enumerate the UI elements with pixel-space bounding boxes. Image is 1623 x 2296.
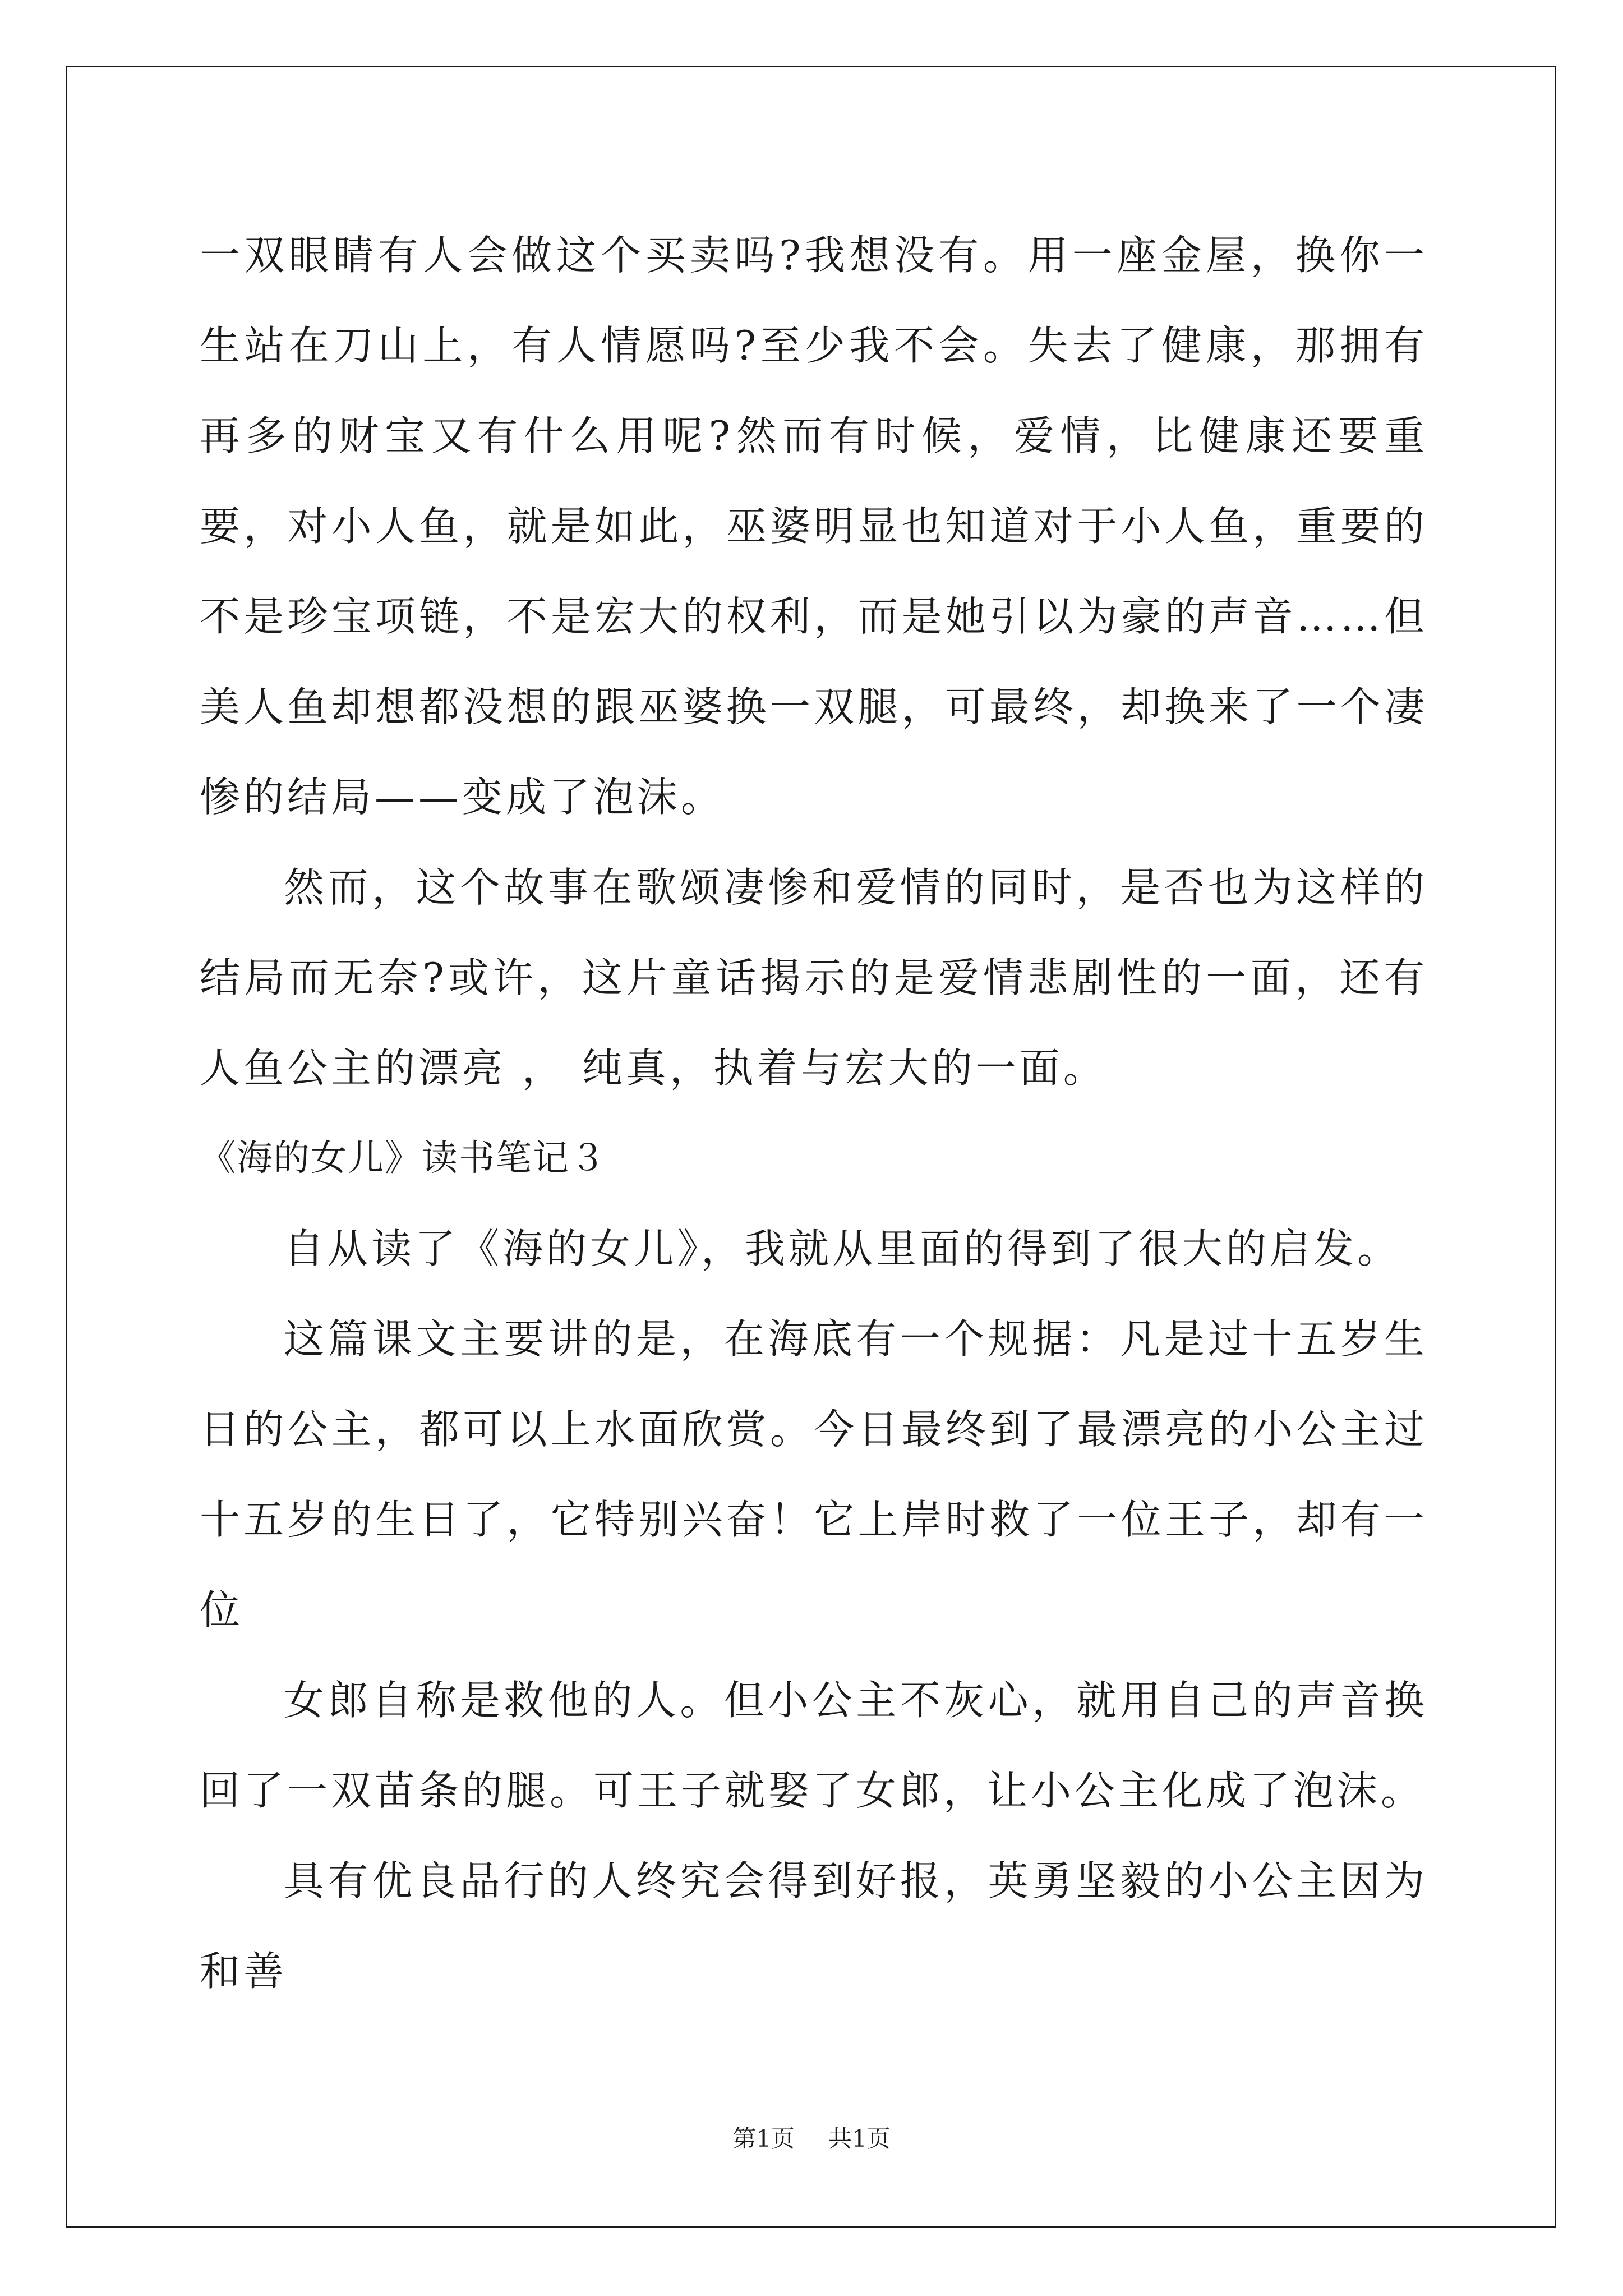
- paragraph: 这篇课文主要讲的是，在海底有一个规据：凡是过十五岁生日的公主，都可以上水面欣赏。今日最终到了最漂亮的小公主过十五岁的生日了，它特别兴奋！它上岸时救了一位王子，却有一位: [200, 1315, 1428, 1634]
- paragraph: 然而，这个故事在歌颂凄惨和爱情的同时，是否也为这样的结局而无奈?或许，这片童话揭示的是爱情悲剧性的一面，还有人鱼公主的漂亮 ， 纯真，执着与宏大的一面。: [200, 864, 1428, 1092]
- section-heading: 《海的女儿》读书笔记３: [200, 1138, 607, 1179]
- paragraph: 自从读了《海的女儿》，我就从里面的得到了很大的启发。: [284, 1225, 1401, 1272]
- page-number: 第1页: [732, 2125, 795, 2152]
- paragraph: 具有优良品行的人终究会得到好报，英勇坚毅的小公主因为和善: [200, 1857, 1428, 1995]
- document-body: [200, 210, 1428, 2017]
- page-total: 共1页: [828, 2125, 891, 2152]
- page-footer: [0, 2120, 1623, 2154]
- paragraph: 女郎自称是救他的人。但小公主不灰心，就用自己的声音换回了一双苗条的腿。可王子就娶了女郎，让小公主化成了泡沫。: [200, 1677, 1428, 1814]
- paragraph: 一双眼睛有人会做这个买卖吗?我想没有。用一座金屋，换你一生站在刀山上，有人情愿吗?至少我不会。失去了健康，那拥有再多的财宝又有什么用呢?然而有时候，爱情，比健康还要重要，对小人鱼，就是如此，巫婆明显也知道对于小人鱼，重要的不是珍宝项链，不是宏大的权利，而是她引以为豪的声音……但美人鱼却想都没想的跟巫婆换一双腿，可最终，却换来了一个凄惨的结局——变成了泡沫。: [200, 232, 1428, 821]
